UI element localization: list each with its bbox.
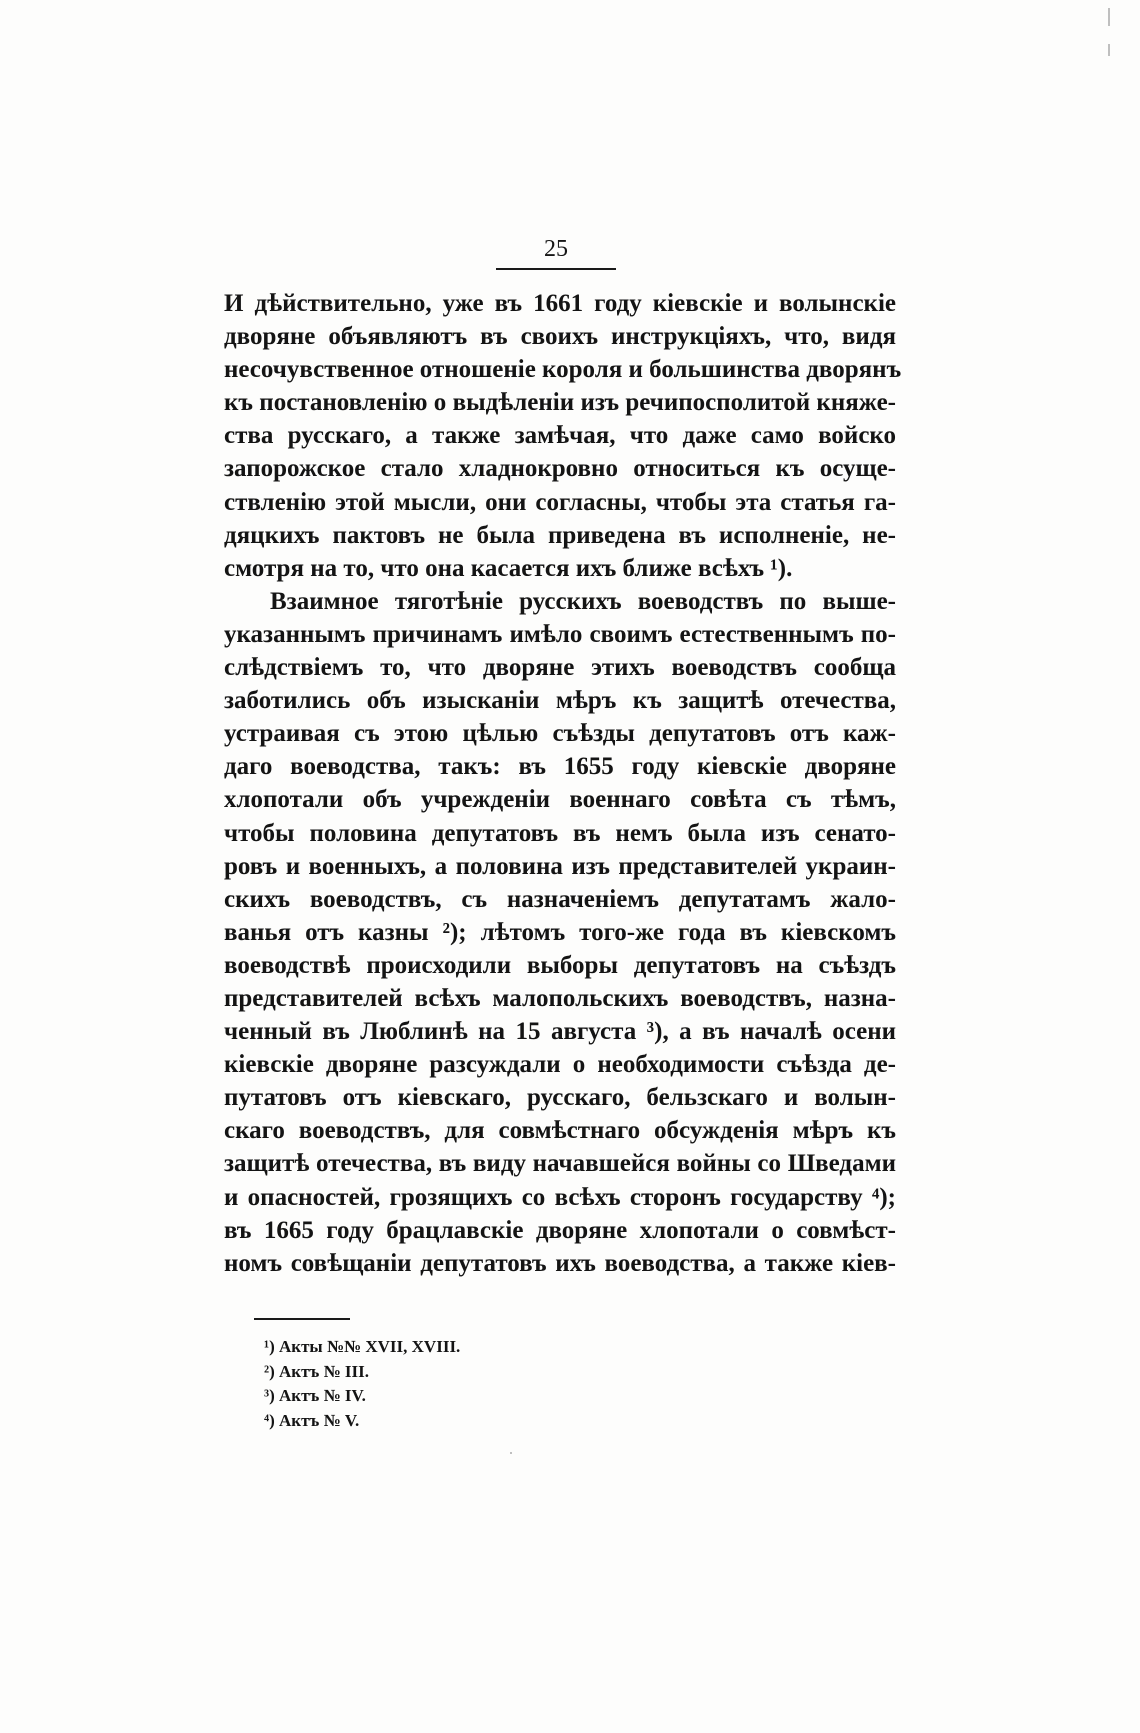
text-line: слѣдствіемъ то, что дворяне этихъ воеводствъ сообща [224, 654, 896, 682]
text-line: заботились объ изысканіи мѣръ къ защитѣ отечества, [224, 687, 896, 715]
text-line: защитѣ отечества, въ виду начавшейся войны со Шведами [224, 1150, 896, 1178]
text-line: даго воеводства, такъ: въ 1655 году кіевскіе дворяне [224, 753, 896, 781]
text-line: воеводствѣ происходили выборы депутатовъ на съѣздъ [224, 951, 896, 979]
text-line: несочувственное отношеніе короля и большинства дворянъ [224, 356, 902, 384]
text-line: И дѣйствительно, уже въ 1661 году кіевскіе и волынскіе [224, 290, 896, 317]
footnotes [264, 1335, 664, 1433]
text-line: въ 1665 году брацлавскіе дворяне хлопотали о совмѣст- [224, 1216, 896, 1244]
text-line: путатовъ отъ кіевскаго, русскаго, бельзскаго и волын- [224, 1084, 896, 1112]
footnote-rule [254, 1318, 350, 1320]
footnote: ¹) Акты №№ XVII, XVIII. [264, 1337, 461, 1356]
scan-speck [510, 1452, 512, 1454]
page-number-rule [496, 268, 616, 270]
text-line: хлопотали объ учрежденіи военнаго совѣта съ тѣмъ, [224, 786, 896, 814]
footnote: ⁴) Актъ № V. [264, 1410, 360, 1430]
scan-speck [1108, 8, 1110, 26]
text-line: дяцкихъ пактовъ не была приведена въ исполненіе, не- [224, 521, 896, 549]
text-line: номъ совѣщаніи депутатовъ ихъ воеводства, а также кіев- [224, 1249, 896, 1277]
text-line: скихъ воеводствъ, съ назначеніемъ депутатамъ жало- [224, 885, 896, 913]
text-line: запорожское стало хладнокровно относиться къ осуще- [224, 455, 896, 483]
text-line: кіевскіе дворяне разсуждали о необходимости съѣзда де- [224, 1051, 896, 1079]
footnote: ²) Актъ № III. [264, 1361, 370, 1381]
text-line: ствленію этой мысли, они согласны, чтобы эта статья га- [224, 488, 896, 516]
scan-speck [1108, 44, 1110, 56]
text-line: смотря на то, что она касается ихъ ближе всѣхъ ¹). [224, 554, 793, 582]
text-line: ченный въ Люблинѣ на 15 августа ³), а въ началѣ осени [224, 1018, 896, 1046]
text-line: ванья отъ казны ²); лѣтомъ того-же года въ кіевскомъ [224, 918, 896, 946]
footnote: ³) Актъ № IV. [264, 1386, 366, 1405]
text-line: представителей всѣхъ малопольскихъ воеводствъ, назна- [224, 984, 896, 1012]
text-line: и опасностей, грозящихъ со всѣхъ сторонъ государству ⁴); [224, 1183, 896, 1211]
text-line: ства русскаго, а также замѣчая, что даже само войско [224, 422, 896, 450]
text-line: указаннымъ причинамъ имѣло своимъ естественнымъ по- [224, 620, 896, 648]
text-line: устраивая съ этою цѣлью съѣзды депутатовъ отъ каж- [224, 720, 896, 748]
text-line: Взаимное тяготѣніе русскихъ воеводствъ по выше- [270, 587, 896, 615]
body-text [224, 287, 902, 1280]
text-line: скаго воеводствъ, для совмѣстнаго обсужденія мѣръ къ [224, 1117, 896, 1145]
text-line: къ постановленію о выдѣленіи изъ речипосполитой княже- [224, 389, 896, 417]
text-line: ровъ и военныхъ, а половина изъ представителей украин- [224, 852, 896, 880]
page-number: 25 [544, 236, 568, 262]
text-line: чтобы половина депутатовъ въ немъ была изъ сенато- [224, 819, 896, 847]
text-line: дворяне объявляютъ въ своихъ инструкціяхъ, что, видя [224, 323, 896, 351]
